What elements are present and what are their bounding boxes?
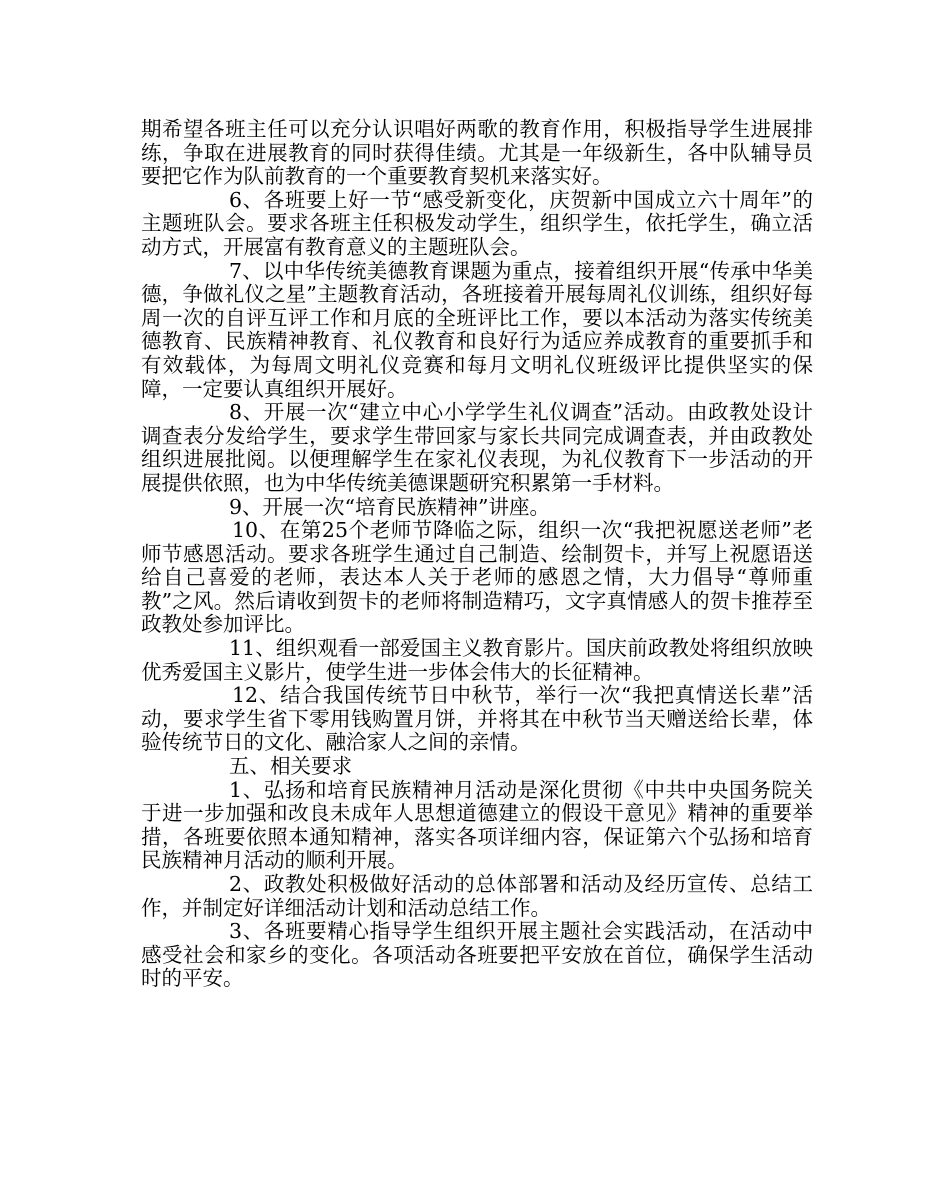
paragraph-item-11: 11、组织观看一部爱国主义教育影片。国庆前政教处将组织放映优秀爱国主义影片，使学生进一步体会伟大的长征精神。 (141, 636, 813, 684)
requirement-item-1: 1、弘扬和培育民族精神月活动是深化贯彻《中共中央国务院关于进一步加强和改良未成年人思想道德建立的假设干意见》精神的重要举措，各班要依照本通知精神，落实各项详细内容，保证第六个弘扬和培育民族精神月活动的顺利开展。 (141, 777, 813, 873)
paragraph-item-8: 8、开展一次“建立中心小学学生礼仪调查”活动。由政教处设计调查表分发给学生，要求学生带回家与家长共同完成调查表，并由政教处组织进展批阅。以便理解学生在家礼仪表现，为礼仪教育下一步活动的开展提供依照，也为中华传统美德课题研究积累第一手材料。 (141, 400, 813, 495)
section-heading-requirements: 五、相关要求 (229, 754, 352, 779)
paragraph-item-9: 9、开展一次“培育民族精神”讲座。 (229, 494, 551, 519)
document-body (141, 118, 813, 991)
paragraph-item-10: 10、在第25个老师节降临之际，组织一次“我把祝愿送老师”老师节感恩活动。要求各班学生通过自己制造、绘制贺卡，并写上祝愿语送给自己喜爱的老师，表达本人关于老师的感恩之情，大力倡导“尊师重教”之风。然后请收到贺卡的老师将制造精巧，文字真情感人的贺卡推荐至政教处参加评比。 (141, 518, 813, 637)
requirement-item-3: 3、各班要精心指导学生组织开展主题社会实践活动，在活动中感受社会和家乡的变化。各项活动各班要把平安放在首位，确保学生活动时的平安。 (141, 919, 813, 991)
paragraph-item-7: 7、以中华传统美德教育课题为重点，接着组织开展“传承中华美德，争做礼仪之星”主题教育活动，各班接着开展每周礼仪训练，组织好每周一次的自评互评工作和月底的全班评比工作，要以本活动为落实传统美德教育、民族精神教育、礼仪教育和良好行为适应养成教育的重要抓手和有效载体，为每周文明礼仪竞赛和每月文明礼仪班级评比提供坚实的保障，一定要认真组织开展好。 (141, 258, 813, 401)
paragraph-continuation: 期希望各班主任可以充分认识唱好两歌的教育作用，积极指导学生进展排练，争取在进展教育的同时获得佳绩。尤其是一年级新生，各中队辅导员要把它作为队前教育的一个重要教育契机来落实好。 (141, 117, 813, 189)
paragraph-item-12: 12、结合我国传统节日中秋节，举行一次“我把真情送长辈”活动，要求学生省下零用钱购置月饼，并将其在中秋节当天赠送给长辈，体验传统节日的文化、融洽家人之间的亲情。 (141, 683, 813, 755)
requirement-item-2: 2、政教处积极做好活动的总体部署和活动及经历宣传、总结工作，并制定好详细活动计划和活动总结工作。 (141, 872, 813, 920)
paragraph-item-6: 6、各班要上好一节“感受新变化，庆贺新中国成立六十周年”的主题班队会。要求各班主任积极发动学生，组织学生，依托学生，确立活动方式，开展富有教育意义的主题班队会。 (141, 187, 813, 259)
